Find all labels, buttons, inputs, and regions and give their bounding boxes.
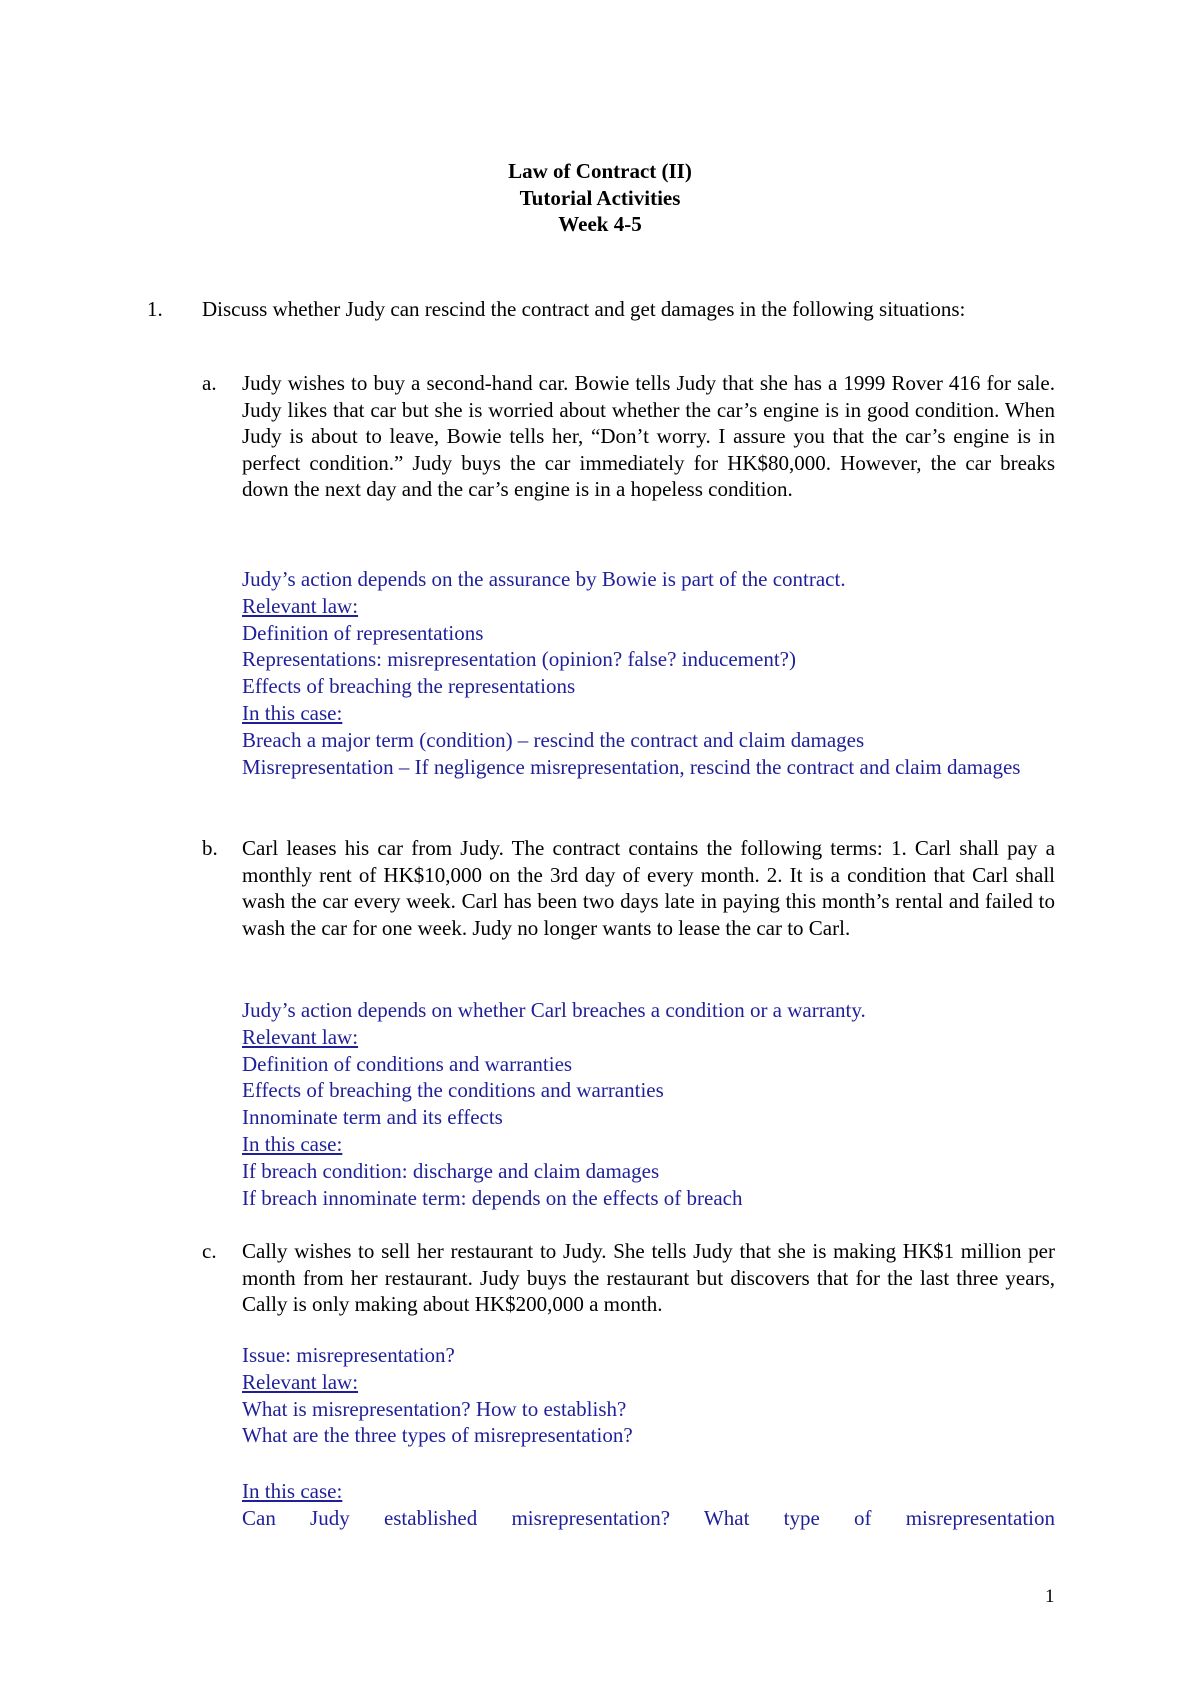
item-letter: a. [202,371,217,395]
answer-intro: Issue: misrepresentation? [242,1343,455,1367]
law-point: What is misrepresentation? How to establish? [242,1396,627,1421]
case-point: Misrepresentation – If negligence misrepresentation, rescind the contract and claim damages [242,754,1021,779]
case-point: Can Judy established misrepresentation? What type of misrepresentation [242,1505,1055,1530]
relevant-law-heading: Relevant law: [242,1369,359,1394]
answer-a [242,566,1055,780]
law-point: Definition of conditions and warranties [242,1051,573,1076]
case-heading: In this case: [242,1131,343,1156]
law-point: Effects of breaching the conditions and warranties [242,1078,664,1103]
week-title: Week 4-5 [558,212,642,236]
relevant-law-heading: Relevant law: [242,593,359,618]
item-text: Judy wishes to buy a second-hand car. Bowie tells Judy that she has a 1999 Rover 416 for sale. Judy likes that car but she is worried about whether the car’s engine is in good condition. When Judy is about to leave, Bowie tells her, “Don’t worry. I assure you that the car’s engine is in perfect condition.” Judy buys the car immediately for HK$80,000. However, the car breaks down the next day and the car’s engine is in a hopeless condition. [242,371,1055,501]
course-title: Law of Contract (II) [508,159,692,183]
law-point: Innominate term and its effects [242,1105,503,1130]
relevant-law-heading: Relevant law: [242,1024,359,1049]
activity-title: Tutorial Activities [519,185,681,210]
answer-c [242,1342,1055,1449]
answer-intro: Judy’s action depends on the assurance by Bowie is part of the contract. [242,567,846,591]
item-letter: b. [202,836,218,860]
document-title [0,158,1200,238]
law-point: What are the three types of misrepresentation? [242,1423,633,1448]
question-number: 1. [147,297,163,321]
answer-intro: Judy’s action depends on whether Carl breaches a condition or a warranty. [242,998,866,1022]
law-point: Representations: misrepresentation (opinion? false? inducement?) [242,647,796,672]
case-point: If breach condition: discharge and claim damages [242,1158,660,1183]
case-point: If breach innominate term: depends on the effects of breach [242,1185,743,1210]
item-text: Carl leases his car from Judy. The contract contains the following terms: 1. Carl shall pay a monthly rent of HK$10,000 on the 3rd day of every month. 2. It is a condition that Carl shall wash the car every week. Carl has been two days late in paying this month’s rental and failed to wash the car for one week. Judy no longer wants to lease the car to Carl. [242,836,1055,940]
item-letter: c. [202,1239,217,1263]
case-heading: In this case: [242,700,343,725]
law-point: Definition of representations [242,620,484,645]
page-number: 1 [1045,1586,1055,1607]
answer-b [242,997,1055,1211]
case-point: Breach a major term (condition) – rescind the contract and claim damages [242,727,865,752]
law-point: Effects of breaching the representations [242,674,576,699]
question-text: Discuss whether Judy can rescind the contract and get damages in the following situations: [202,297,966,321]
answer-c-case [242,1478,1055,1532]
case-heading: In this case: [242,1479,343,1503]
item-text: Cally wishes to sell her restaurant to Judy. She tells Judy that she is making HK$1 million per month from her restaurant. Judy buys the restaurant but discovers that for the last three years, Cally is only making about HK$200,000 a month. [242,1239,1055,1316]
